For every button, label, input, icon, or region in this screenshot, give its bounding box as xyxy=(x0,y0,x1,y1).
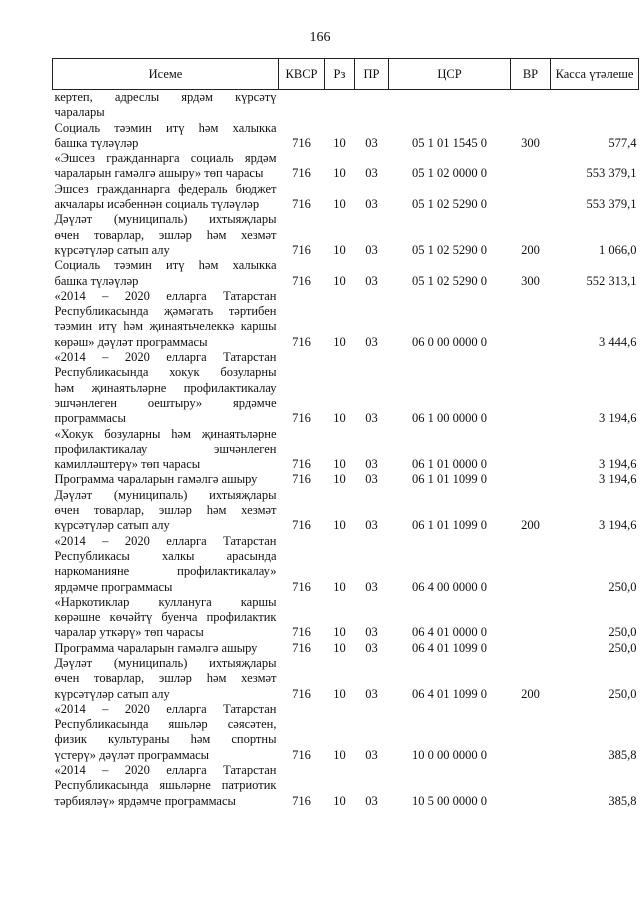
row-name xyxy=(53,656,279,702)
header-pr: ПР xyxy=(355,59,389,90)
row-name xyxy=(53,121,279,152)
row-amount: 250,0 xyxy=(608,640,637,655)
table-row xyxy=(53,182,639,213)
row-rz: 10 xyxy=(333,166,346,181)
row-rz: 10 xyxy=(333,242,346,257)
row-name-line: чаралары xyxy=(54,105,105,120)
row-name xyxy=(53,595,279,641)
row-name-line: эшчәнлеген оештыру» ярдәмче xyxy=(54,395,277,410)
row-csr xyxy=(389,90,511,121)
table-row xyxy=(53,121,639,152)
table-row xyxy=(53,212,639,258)
row-kvsr: 716 xyxy=(292,242,311,257)
row-rz: 10 xyxy=(333,472,346,487)
row-csr: 10 0 00 0000 0 xyxy=(412,747,487,762)
row-name-line: һәм җинаятьләрне профилактикалау xyxy=(54,380,277,395)
row-name-line: ярдәмче программасы xyxy=(54,579,173,594)
table-header-row xyxy=(53,59,639,90)
row-amount: 385,8 xyxy=(608,747,637,762)
row-name-line: тәэмин итү һәм җинаятьчелеккә каршы xyxy=(54,319,277,334)
row-name-line: Дәүләт (муниципаль) ихтыяҗлары xyxy=(54,655,277,670)
row-pr: 03 xyxy=(365,197,378,212)
row-amount xyxy=(551,90,639,121)
row-rz: 10 xyxy=(333,747,346,762)
row-name-line: физик культураны һәм спортны xyxy=(54,732,277,747)
row-rz: 10 xyxy=(333,518,346,533)
row-csr: 05 1 02 5290 0 xyxy=(412,242,487,257)
row-name-line: Дәүләт (муниципаль) ихтыяҗлары xyxy=(54,212,277,227)
row-csr: 10 5 00 0000 0 xyxy=(412,793,487,808)
row-name-line: Социаль тәэмин итү һәм халыкка xyxy=(54,120,277,135)
row-rz: 10 xyxy=(333,334,346,349)
row-pr: 03 xyxy=(365,640,378,655)
row-kvsr: 716 xyxy=(292,625,311,640)
row-name-line: «2014 – 2020 елларга Татарстан xyxy=(54,350,277,365)
row-name xyxy=(53,488,279,534)
row-kvsr: 716 xyxy=(292,273,311,288)
row-kvsr: 716 xyxy=(292,472,311,487)
row-vr: 200 xyxy=(521,686,540,701)
row-name-line: чараларын гамәлгә ашыру» төп чарасы xyxy=(54,166,264,181)
row-csr: 06 4 01 1099 0 xyxy=(412,640,487,655)
row-vr xyxy=(511,90,551,121)
row-name xyxy=(53,702,279,763)
table-row xyxy=(53,702,639,763)
row-rz: 10 xyxy=(333,197,346,212)
table-row xyxy=(53,151,639,182)
table-row xyxy=(53,595,639,641)
row-pr: 03 xyxy=(365,747,378,762)
row-amount: 577,4 xyxy=(608,135,637,150)
header-csr: ЦСР xyxy=(389,59,511,90)
row-name-line: Республикасында хокук бозуларны xyxy=(54,365,277,380)
row-amount: 552 313,1 xyxy=(586,273,637,288)
row-name-line: Дәүләт (муниципаль) ихтыяҗлары xyxy=(54,487,277,502)
row-name-line: Республикасы халкы арасында xyxy=(54,548,277,563)
row-rz: 10 xyxy=(333,273,346,288)
row-name xyxy=(53,534,279,595)
row-amount: 3 194,6 xyxy=(599,518,637,533)
table-row xyxy=(53,534,639,595)
header-rz: Рз xyxy=(325,59,355,90)
row-kvsr: 716 xyxy=(292,197,311,212)
row-csr: 05 1 01 1545 0 xyxy=(412,135,487,150)
row-amount: 553 379,1 xyxy=(586,166,637,181)
row-name-line: наркоманияне профилактикалау» xyxy=(54,564,277,579)
row-rz: 10 xyxy=(333,625,346,640)
row-rz: 10 xyxy=(333,640,346,655)
row-name-line: өчен товарлар, эшләр һәм хезмәт xyxy=(54,671,277,686)
row-kvsr: 716 xyxy=(292,457,311,472)
row-vr xyxy=(511,534,551,595)
row-kvsr xyxy=(279,90,325,121)
row-name-line: Программа чараларын гамәлгә ашыру xyxy=(54,640,258,655)
row-vr xyxy=(511,763,551,809)
row-csr: 06 4 00 0000 0 xyxy=(412,579,487,594)
row-vr xyxy=(511,350,551,426)
header-name: Исеме xyxy=(53,59,279,90)
table-row xyxy=(53,763,639,809)
budget-table xyxy=(52,58,639,809)
row-csr: 06 1 01 1099 0 xyxy=(412,472,487,487)
row-pr: 03 xyxy=(365,579,378,594)
row-csr: 05 1 02 5290 0 xyxy=(412,273,487,288)
row-rz xyxy=(325,90,355,121)
table-row xyxy=(53,350,639,426)
row-name-line: Социаль тәэмин итү һәм халыкка xyxy=(54,258,277,273)
row-amount: 3 444,6 xyxy=(599,334,637,349)
row-amount: 3 194,6 xyxy=(599,411,637,426)
row-kvsr: 716 xyxy=(292,747,311,762)
row-name-line: Республикасында җәмәгать тәртибен xyxy=(54,304,277,319)
table-row xyxy=(53,488,639,534)
row-vr xyxy=(511,289,551,350)
row-name-line: Республикасында яшьләрне патриотик xyxy=(54,778,277,793)
row-name xyxy=(53,258,279,289)
row-name-line: күрсәтүләр сатып алу xyxy=(54,686,170,701)
row-amount: 553 379,1 xyxy=(586,197,637,212)
header-kassa: Касса үтәлеше xyxy=(551,59,639,90)
row-pr: 03 xyxy=(365,242,378,257)
table-body xyxy=(53,90,639,809)
row-vr xyxy=(511,641,551,656)
row-name xyxy=(53,350,279,426)
row-rz: 10 xyxy=(333,579,346,594)
row-name-line: өчен товарлар, эшләр һәм хезмәт xyxy=(54,503,277,518)
row-kvsr: 716 xyxy=(292,518,311,533)
row-amount: 3 194,6 xyxy=(599,472,637,487)
row-pr: 03 xyxy=(365,135,378,150)
row-csr: 05 1 02 5290 0 xyxy=(412,197,487,212)
row-name-line: башка түләүләр xyxy=(54,273,139,288)
row-pr: 03 xyxy=(365,518,378,533)
row-vr xyxy=(511,702,551,763)
row-amount: 385,8 xyxy=(608,793,637,808)
row-pr: 03 xyxy=(365,273,378,288)
row-vr: 200 xyxy=(521,518,540,533)
row-name xyxy=(53,641,279,656)
row-csr: 06 1 01 1099 0 xyxy=(412,518,487,533)
row-name-line: акчалары исәбеннән социаль түләүләр xyxy=(54,197,260,212)
row-name-line: күрсәтүләр сатып алу xyxy=(54,242,170,257)
row-csr: 06 1 01 0000 0 xyxy=(412,457,487,472)
table-row xyxy=(53,90,639,121)
row-rz: 10 xyxy=(333,793,346,808)
row-name-line: кертеп, адреслы ярдәм күрсәтү xyxy=(54,90,277,104)
row-csr: 05 1 02 0000 0 xyxy=(412,166,487,181)
page-number: 166 xyxy=(309,30,331,45)
row-csr: 06 4 01 1099 0 xyxy=(412,686,487,701)
header-kvsr: КВСР xyxy=(279,59,325,90)
row-amount: 3 194,6 xyxy=(599,457,637,472)
row-name xyxy=(53,289,279,350)
row-pr xyxy=(355,90,389,121)
row-name xyxy=(53,90,279,121)
row-pr: 03 xyxy=(365,457,378,472)
row-name-line: күрсәтүләр сатып алу xyxy=(54,518,170,533)
row-name-line: Республикасында яшьләр сәясәтен, xyxy=(54,717,277,732)
row-pr: 03 xyxy=(365,411,378,426)
row-amount: 1 066,0 xyxy=(599,242,637,257)
row-name xyxy=(53,427,279,473)
table-row xyxy=(53,641,639,656)
row-name-line: тәрбияләү» ярдәмче программасы xyxy=(54,793,236,808)
row-name xyxy=(53,472,279,487)
row-name-line: башка түләүләр xyxy=(54,135,139,150)
row-vr xyxy=(511,595,551,641)
row-name-line: өчен товарлар, эшләр һәм хезмәт xyxy=(54,227,277,242)
table-row xyxy=(53,427,639,473)
row-kvsr: 716 xyxy=(292,166,311,181)
row-vr xyxy=(511,472,551,487)
row-vr xyxy=(511,427,551,473)
table-row xyxy=(53,289,639,350)
row-rz: 10 xyxy=(333,135,346,150)
row-kvsr: 716 xyxy=(292,135,311,150)
row-vr xyxy=(511,182,551,213)
row-name xyxy=(53,151,279,182)
row-name-line: «2014 – 2020 елларга Татарстан xyxy=(54,763,277,778)
row-name-line: «2014 – 2020 елларга Татарстан xyxy=(54,701,277,716)
table-row xyxy=(53,472,639,487)
row-name xyxy=(53,212,279,258)
row-name-line: программасы xyxy=(54,411,126,426)
row-name-line: камилләштерү» төп чарасы xyxy=(54,457,201,472)
row-csr: 06 0 00 0000 0 xyxy=(412,334,487,349)
row-kvsr: 716 xyxy=(292,640,311,655)
row-vr: 300 xyxy=(521,273,540,288)
row-pr: 03 xyxy=(365,625,378,640)
row-pr: 03 xyxy=(365,472,378,487)
row-kvsr: 716 xyxy=(292,579,311,594)
row-pr: 03 xyxy=(365,793,378,808)
row-amount: 250,0 xyxy=(608,579,637,594)
row-name-line: көрәшне көчәйтү буенча профилактик xyxy=(54,610,277,625)
row-name-line: «Эшсез гражданнарга социаль ярдәм xyxy=(54,151,277,166)
row-kvsr: 716 xyxy=(292,793,311,808)
row-pr: 03 xyxy=(365,686,378,701)
row-rz: 10 xyxy=(333,411,346,426)
row-name-line: «Хокук бозуларны һәм җинаятьләрне xyxy=(54,426,277,441)
row-vr xyxy=(511,151,551,182)
row-rz: 10 xyxy=(333,457,346,472)
row-name-line: үстерү» дәүләт программасы xyxy=(54,747,210,762)
row-name xyxy=(53,182,279,213)
row-rz: 10 xyxy=(333,686,346,701)
header-vr: ВР xyxy=(511,59,551,90)
row-name-line: чаралар уткәрү» төп чарасы xyxy=(54,625,204,640)
row-csr: 06 1 00 0000 0 xyxy=(412,411,487,426)
row-name xyxy=(53,763,279,809)
row-csr: 06 4 01 0000 0 xyxy=(412,625,487,640)
row-pr: 03 xyxy=(365,166,378,181)
row-amount: 250,0 xyxy=(608,625,637,640)
row-name-line: «Наркотиклар куллануга каршы xyxy=(54,594,277,609)
row-vr: 300 xyxy=(521,135,540,150)
row-amount: 250,0 xyxy=(608,686,637,701)
row-name-line: көрәш» дәүләт программасы xyxy=(54,334,208,349)
row-kvsr: 716 xyxy=(292,411,311,426)
row-kvsr: 716 xyxy=(292,686,311,701)
row-name-line: «2014 – 2020 елларга Татарстан xyxy=(54,288,277,303)
row-kvsr: 716 xyxy=(292,334,311,349)
table-row xyxy=(53,656,639,702)
row-name-line: Эшсез гражданнарга федераль бюджет xyxy=(54,181,277,196)
row-pr: 03 xyxy=(365,334,378,349)
table-row xyxy=(53,258,639,289)
row-vr: 200 xyxy=(521,242,540,257)
row-name-line: профилактикалау эшчәнлеген xyxy=(54,441,277,456)
row-name-line: Программа чараларын гамәлгә ашыру xyxy=(54,472,258,487)
row-name-line: «2014 – 2020 елларга Татарстан xyxy=(54,533,277,548)
